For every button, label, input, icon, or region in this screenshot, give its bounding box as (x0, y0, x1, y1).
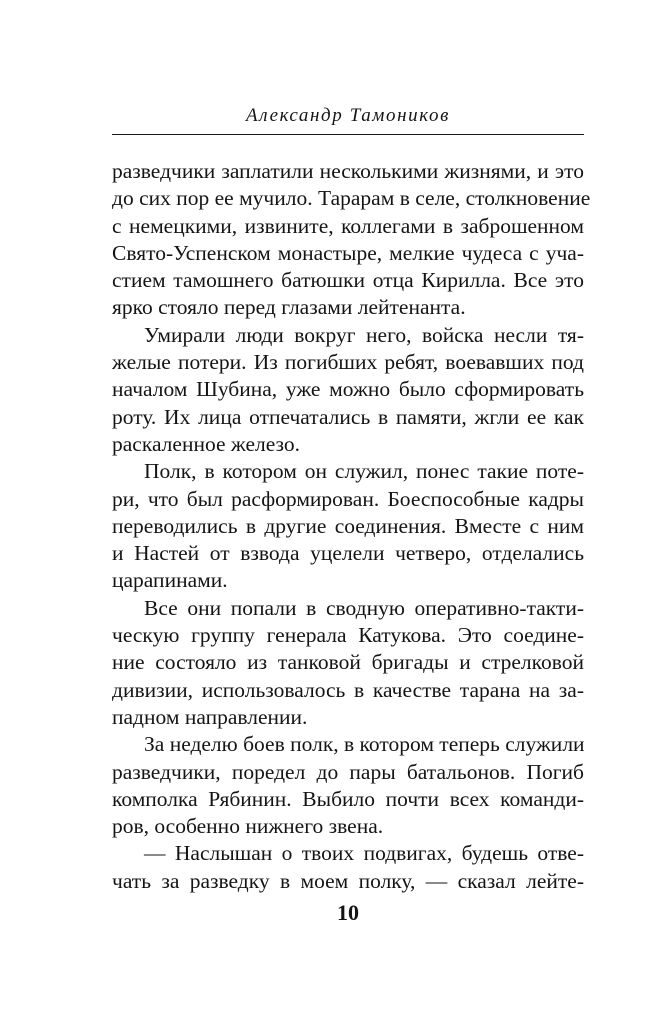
page-number: 10 (337, 900, 359, 925)
text-line: комполка Рябинин. Выбило почти всех команди- (112, 786, 584, 811)
paragraph (112, 595, 584, 731)
text-line: раскаленное железо. (112, 431, 301, 456)
paragraph (112, 158, 591, 322)
paragraph (112, 731, 584, 840)
text-line: дивизии, использовалось в качестве тарана на за- (112, 677, 584, 702)
text-line: ярко стояло перед глазами лейтенанта. (112, 295, 466, 320)
text-line: до сих пор ее мучило. Тарарам в селе, столкновение (112, 186, 591, 211)
text-line: Умирали люди вокруг него, войска несли тя- (144, 322, 584, 347)
paragraph (112, 840, 584, 895)
text-line: чать за разведку в моем полку, — сказал лейте- (112, 868, 584, 893)
text-line: ров, особенно нижнего звена. (112, 814, 384, 839)
text-line: царапинами. (112, 568, 228, 593)
text-line: Полк, в котором он служил, понес такие поте- (144, 459, 584, 484)
text-line: ние состояло из танковой бригады и стрелковой (112, 650, 584, 675)
running-head: Александр Тамоников (246, 105, 450, 126)
text-line: разведчики заплатили несколькими жизнями, и это (112, 159, 584, 183)
body-text (112, 158, 591, 895)
text-line: желые потери. Из погибших ребят, воевавших под (112, 350, 584, 375)
text-line: За неделю боев полк, в котором теперь служили (144, 732, 585, 757)
text-line: падном направлении. (112, 704, 308, 729)
text-line: ри, что был расформирован. Боеспособные кадры (112, 486, 584, 511)
text-line: началом Шубина, уже можно было сформировать (112, 377, 584, 402)
text-line: — Наслышан о твоих подвигах, будешь отве- (144, 841, 584, 866)
text-line: ческую группу генерала Катукова. Это соедине- (112, 623, 584, 648)
text-line: Свято-Успенском монастыре, мелкие чудеса с уча- (112, 240, 584, 265)
text-line: с немецкими, извините, коллегами в заброшенном (112, 213, 584, 238)
text-line: переводились в другие соединения. Вместе с ним (112, 513, 584, 538)
text-line: Все они попали в сводную оперативно-такти- (144, 595, 584, 620)
paragraph (112, 458, 584, 594)
paragraph (112, 322, 584, 458)
text-line: стием тамошнего батюшки отца Кирилла. Все это (112, 268, 584, 293)
text-line: и Настей от взвода уцелели четверо, отделались (112, 541, 584, 566)
text-line: роту. Их лица отпечатались в памяти, жгли ее как (112, 404, 584, 429)
text-line: разведчики, поредел до пары батальонов. Погиб (112, 759, 584, 784)
header-rule (112, 134, 584, 135)
